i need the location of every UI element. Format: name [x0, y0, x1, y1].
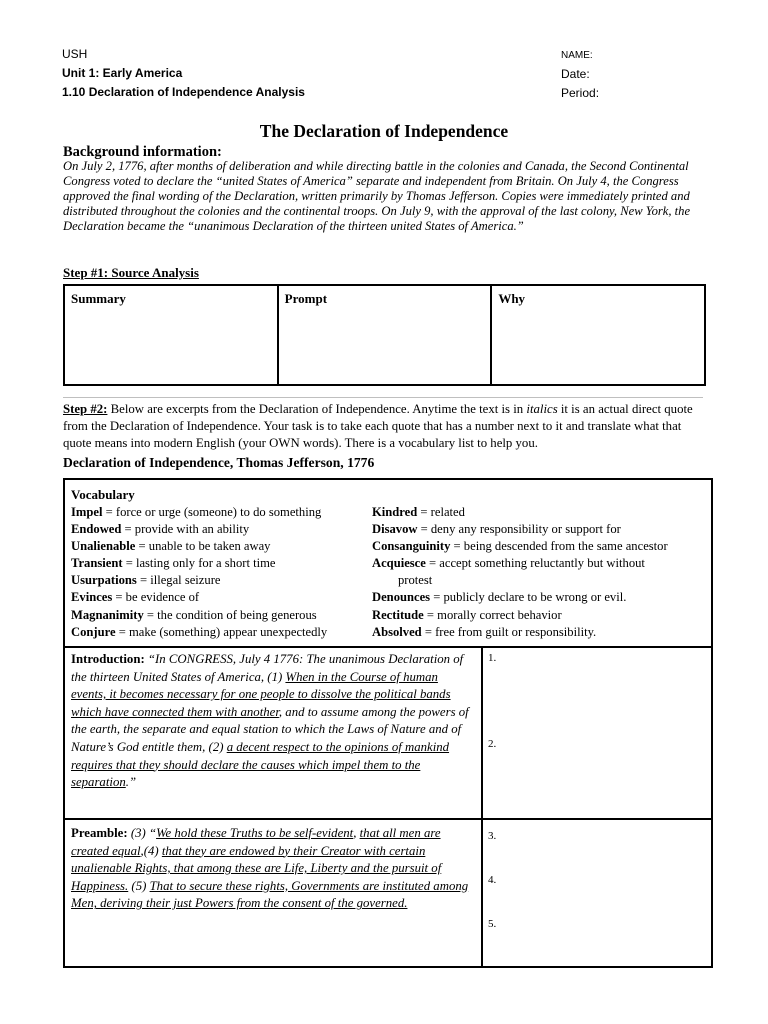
introduction-label: Introduction: [71, 652, 145, 666]
vocab-term: Unalienable [71, 539, 136, 554]
step2-italic-word: italics [526, 402, 558, 416]
vocab-term: Evinces [71, 590, 113, 605]
quote-text: (5) [128, 878, 150, 893]
vocab-item [372, 504, 668, 521]
period-label: Period: [561, 86, 600, 100]
vocab-def: = be evidence of [112, 590, 200, 605]
vocab-item [71, 624, 327, 641]
quote-underlined-1: When in the Course of human events, it becomes necessary for one people to dissolve the political bands which have connected them with another [71, 669, 451, 719]
quote-text: .” [125, 775, 137, 790]
vocabulary-right-column [372, 504, 668, 641]
quote-underlined-5: That to secure these rights, Governments are instituted among Men, deriving their just Powers from the consent of the governed. [71, 878, 469, 911]
document-title: The Declaration of Independence [259, 121, 509, 141]
vocab-def: protest [398, 573, 433, 588]
vocab-item [71, 607, 327, 624]
introduction-section [65, 646, 711, 820]
step1-heading: Step #1: Source Analysis [63, 265, 199, 280]
answer-number-1[interactable]: 1. [488, 652, 497, 664]
lesson-title: 1.10 Declaration of Independence Analysis [62, 85, 305, 99]
divider-line [63, 397, 703, 398]
vocab-term: Usurpations [71, 573, 137, 588]
vocab-term: Impel [71, 505, 103, 519]
vocab-term: Denounces [372, 590, 431, 605]
quote-underlined-3: We hold these Truths to be self-evident [156, 826, 354, 840]
quote-text: (3) “ [127, 826, 157, 840]
vocab-item [372, 589, 668, 606]
quote-text: ,(4) [140, 843, 162, 858]
quote-underlined-4: that they are endowed by their Creator with certain unalienable Rights, that among these are Life, Liberty and the pursuit of Happiness. [71, 843, 442, 893]
vocab-term: Consanguinity [372, 539, 451, 554]
column-divider [481, 646, 483, 818]
background-heading: Background information: [63, 144, 222, 160]
step2-label: Step #2: [63, 402, 108, 416]
introduction-text [71, 651, 476, 792]
vocab-item [372, 538, 668, 555]
source-analysis-table [63, 284, 706, 386]
course-header [62, 45, 305, 102]
answer-number-4[interactable]: 4. [488, 874, 497, 886]
vocab-term: Kindred [372, 505, 418, 519]
vocab-item [372, 624, 668, 641]
column-divider [481, 820, 483, 966]
vocab-def: = accept something reluctantly but without [425, 556, 645, 571]
course-name: USH [62, 47, 88, 61]
vocab-def: = morally correct behavior [423, 607, 562, 622]
vocab-term: Endowed [71, 522, 122, 537]
vocab-item [71, 555, 327, 572]
why-cell[interactable]: Why [491, 285, 705, 385]
preamble-text [71, 825, 476, 913]
step2-text-a: Below are excerpts from the Declaration of Independence. Anytime the text is in [107, 402, 527, 416]
vocab-term: Acquiesce [372, 556, 426, 571]
answer-number-3[interactable]: 3. [488, 830, 497, 842]
vocab-item [71, 538, 327, 555]
unit-title: Unit 1: Early America [62, 66, 183, 80]
vocab-def: = lasting only for a short time [122, 556, 276, 571]
vocab-term: Absolved [372, 624, 422, 639]
vocabulary-section [65, 480, 711, 648]
quote-underlined-2: a decent respect to the opinions of mankind requires that they should declare the causes which impel them to the separation [71, 739, 450, 790]
summary-cell[interactable]: Summary [64, 285, 278, 385]
analysis-box [63, 478, 713, 968]
date-label: Date: [561, 67, 590, 81]
quote-text: “In CONGRESS, July 4 1776: The unanimous Declaration of the thirteen United States of America, (1) [71, 652, 464, 684]
preamble-section [65, 820, 711, 966]
vocab-def: = being descended from the same ancestor [450, 539, 668, 554]
background-text: On July 2, 1776, after months of deliberation and while directing battle in the colonies and Canada, the Second Continental Congress voted to declare the “united States of America” separate and independent from Britain. On July 4, the Congress approved the final wording of the Declaration, written primarily by Thomas Jefferson. Copies were immediately printed and distributed throughout the colonies and the continental troops. On July 9, with the approval of the last colony, New York, the Declaration became the “unanimous Declaration of the thirteen united States of America.” [63, 159, 691, 233]
name-label: NAME: [561, 50, 593, 61]
vocab-item [71, 504, 327, 521]
vocab-def: = unable to be taken away [135, 539, 271, 554]
quote-underlined-3b: that all men are created equal [71, 826, 441, 858]
vocab-term: Conjure [71, 624, 116, 639]
vocab-def: = illegal seizure [136, 573, 221, 588]
vocab-def: = deny any responsibility or support for [417, 522, 621, 537]
vocab-item [372, 555, 668, 572]
vocabulary-left-column [71, 504, 327, 641]
vocab-def: = free from guilt or responsibility. [421, 624, 597, 639]
vocab-def: = publicly declare to be wrong or evil. [430, 590, 627, 605]
vocab-def: = provide with an ability [121, 522, 250, 537]
vocab-term: Rectitude [372, 607, 424, 622]
vocabulary-title: Vocabulary [71, 487, 135, 502]
vocab-item [71, 521, 327, 538]
vocab-item [71, 589, 327, 606]
vocab-term: Magnanimity [71, 607, 144, 622]
declaration-heading: Declaration of Independence, Thomas Jefferson, 1776 [63, 455, 375, 470]
vocab-def: = force or urge (someone) to do something [102, 505, 322, 519]
vocab-item [71, 572, 327, 589]
student-info [561, 46, 599, 103]
vocab-term: Disavow [372, 522, 418, 537]
quote-text: , [353, 826, 360, 840]
vocab-item [372, 521, 668, 538]
vocab-def: = related [417, 505, 465, 519]
answer-number-2[interactable]: 2. [488, 738, 497, 750]
quote-text: , and to assume among the powers of the earth, the separate and equal station to which the Laws of Nature and of Nature’s God entitle them, (2) [71, 704, 469, 754]
vocab-item-continued [372, 572, 668, 589]
prompt-cell[interactable]: Prompt [278, 285, 492, 385]
step2-text-b: it is an actual direct quote from the Declaration of Independence. Your task is to take each quote that has a number next to it and translate what that quote means into modern English (your OWN words). There is a vocabulary list to help you. [63, 402, 693, 450]
vocab-term: Transient [71, 556, 123, 571]
answer-number-5[interactable]: 5. [488, 918, 497, 930]
preamble-label: Preamble: [71, 826, 128, 840]
step2-instructions [63, 401, 711, 452]
vocab-item [372, 607, 668, 624]
vocab-def: = the condition of being generous [143, 607, 317, 622]
vocab-def: = make (something) appear unexpectedly [115, 624, 328, 639]
